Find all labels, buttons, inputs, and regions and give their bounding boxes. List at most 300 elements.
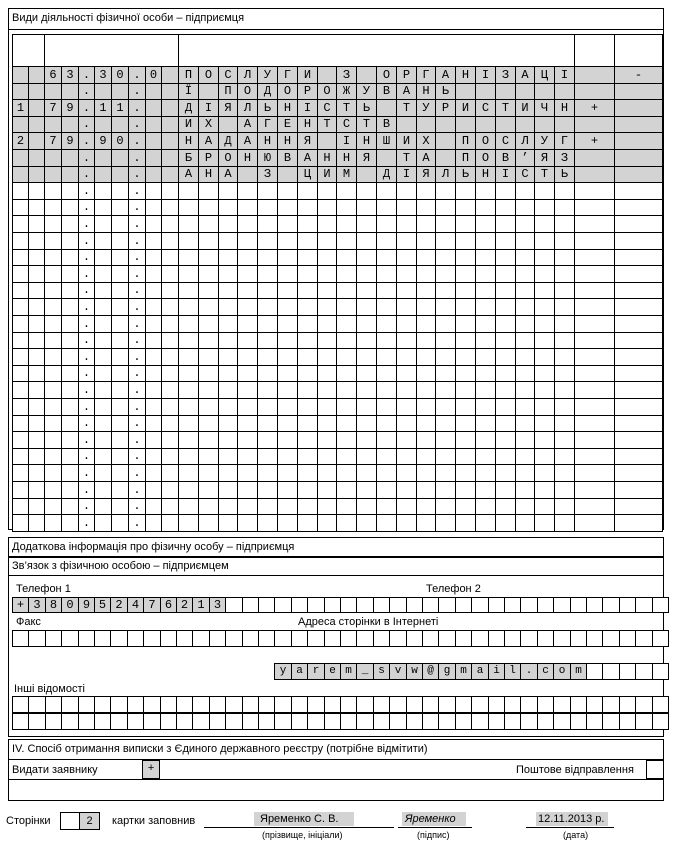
row-code-cell[interactable] <box>161 398 179 416</box>
other-info-cell[interactable] <box>570 713 587 730</box>
row-name-cell[interactable] <box>515 464 535 482</box>
row-num-cell[interactable] <box>12 249 29 266</box>
row-name-cell[interactable] <box>356 215 377 233</box>
row-name-cell[interactable] <box>515 431 535 449</box>
row-name-cell[interactable] <box>257 498 278 515</box>
row-name-cell[interactable] <box>336 298 357 316</box>
row-code-cell[interactable] <box>145 265 162 283</box>
other-info-cell[interactable] <box>389 713 407 730</box>
row-name-cell[interactable] <box>297 448 318 465</box>
row-code-cell[interactable] <box>94 265 112 283</box>
row-name-cell[interactable] <box>277 182 298 200</box>
row-code-cell[interactable]: . <box>78 249 95 266</box>
row-num-cell[interactable] <box>28 464 45 482</box>
row-name-cell[interactable] <box>475 215 496 233</box>
row-code-cell[interactable] <box>161 381 179 399</box>
row-name-cell[interactable] <box>416 514 436 532</box>
row-name-cell[interactable] <box>237 448 258 465</box>
other-info-cell[interactable] <box>160 696 177 713</box>
fax-cell[interactable] <box>553 630 571 647</box>
row-code-cell[interactable] <box>145 199 162 216</box>
row-code-cell[interactable] <box>111 415 129 432</box>
row-name-cell[interactable]: А <box>297 149 318 167</box>
row-name-cell[interactable]: Л <box>515 132 535 150</box>
row-name-cell[interactable]: Т <box>396 99 417 117</box>
row-name-cell[interactable] <box>554 481 575 499</box>
row-code-cell[interactable] <box>161 464 179 482</box>
phone-digit-cell[interactable]: 4 <box>127 597 144 613</box>
fax-cell[interactable] <box>209 630 226 647</box>
row-code-cell[interactable] <box>61 332 79 349</box>
row-name-cell[interactable]: С <box>317 99 337 117</box>
row-code-cell[interactable] <box>61 481 79 499</box>
other-info-cell[interactable] <box>45 713 62 730</box>
row-num-cell[interactable] <box>28 149 45 167</box>
row-code-cell[interactable] <box>44 464 62 482</box>
row-name-cell[interactable] <box>336 265 357 283</box>
row-code-cell[interactable] <box>145 448 162 465</box>
phone-digit-cell[interactable]: 8 <box>45 597 62 613</box>
row-num-cell[interactable] <box>28 99 45 117</box>
row-code-cell[interactable] <box>94 481 112 499</box>
row-name-cell[interactable] <box>237 215 258 233</box>
row-name-cell[interactable]: Р <box>435 99 456 117</box>
row-code-cell[interactable] <box>145 116 162 133</box>
row-num-cell[interactable] <box>28 348 45 366</box>
row-code-cell[interactable]: . <box>128 83 146 100</box>
row-name-cell[interactable] <box>277 431 298 449</box>
row-name-cell[interactable] <box>534 481 555 499</box>
row-code-cell[interactable] <box>145 464 162 482</box>
row-name-cell[interactable]: Н <box>317 149 337 167</box>
other-info-cell[interactable] <box>127 713 144 730</box>
row-name-cell[interactable] <box>534 215 555 233</box>
other-info-cell[interactable] <box>160 713 177 730</box>
row-code-cell[interactable] <box>94 232 112 250</box>
row-name-cell[interactable] <box>317 265 337 283</box>
row-code-cell[interactable]: . <box>78 83 95 100</box>
row-excl-cell[interactable] <box>614 348 663 366</box>
row-name-cell[interactable] <box>495 415 516 432</box>
row-code-cell[interactable]: 1 <box>111 99 129 117</box>
row-name-cell[interactable] <box>336 415 357 432</box>
row-name-cell[interactable] <box>396 448 417 465</box>
row-name-cell[interactable] <box>297 398 318 416</box>
fax-cell[interactable] <box>652 630 669 647</box>
other-info-cell[interactable] <box>438 713 456 730</box>
row-excl-cell[interactable] <box>614 166 663 183</box>
fax-cell[interactable] <box>192 630 210 647</box>
row-name-cell[interactable]: Р <box>198 149 219 167</box>
row-name-cell[interactable] <box>237 431 258 449</box>
row-num-cell[interactable] <box>28 498 45 515</box>
row-name-cell[interactable] <box>317 348 337 366</box>
row-code-cell[interactable] <box>61 498 79 515</box>
row-name-cell[interactable] <box>416 431 436 449</box>
row-name-cell[interactable]: Н <box>416 83 436 100</box>
email-char-cell[interactable]: s <box>373 663 390 680</box>
other-info-cell[interactable] <box>340 696 357 713</box>
row-code-cell[interactable] <box>161 448 179 465</box>
row-name-cell[interactable] <box>435 498 456 515</box>
row-num-cell[interactable] <box>12 481 29 499</box>
row-code-cell[interactable] <box>94 332 112 349</box>
row-name-cell[interactable] <box>515 315 535 333</box>
row-name-cell[interactable] <box>396 282 417 299</box>
other-info-cell[interactable] <box>78 713 95 730</box>
row-name-cell[interactable] <box>178 232 199 250</box>
row-code-cell[interactable] <box>61 431 79 449</box>
row-code-cell[interactable]: . <box>128 464 146 482</box>
row-name-cell[interactable] <box>376 381 397 399</box>
fax-cell[interactable] <box>225 630 243 647</box>
row-name-cell[interactable] <box>198 498 219 515</box>
row-name-cell[interactable] <box>237 348 258 366</box>
row-name-cell[interactable] <box>455 116 476 133</box>
row-name-cell[interactable] <box>416 116 436 133</box>
row-name-cell[interactable] <box>515 116 535 133</box>
row-name-cell[interactable]: И <box>396 132 417 150</box>
other-info-cell[interactable] <box>225 696 243 713</box>
phone-digit-cell[interactable] <box>242 597 259 613</box>
row-name-cell[interactable] <box>376 298 397 316</box>
row-name-cell[interactable]: А <box>218 166 238 183</box>
row-code-cell[interactable] <box>161 415 179 432</box>
other-info-cell[interactable] <box>307 713 325 730</box>
other-info-cell[interactable] <box>291 713 308 730</box>
row-name-cell[interactable] <box>376 398 397 416</box>
row-name-cell[interactable]: Ш <box>376 132 397 150</box>
row-code-cell[interactable]: . <box>128 481 146 499</box>
row-name-cell[interactable] <box>356 365 377 382</box>
row-name-cell[interactable]: Я <box>218 99 238 117</box>
row-code-cell[interactable]: 0 <box>111 66 129 84</box>
row-name-cell[interactable] <box>396 381 417 399</box>
row-name-cell[interactable] <box>297 249 318 266</box>
row-code-cell[interactable] <box>145 132 162 150</box>
row-name-cell[interactable] <box>178 265 199 283</box>
row-code-cell[interactable] <box>111 431 129 449</box>
row-name-cell[interactable] <box>416 398 436 416</box>
fax-cell[interactable] <box>488 630 505 647</box>
row-name-cell[interactable] <box>475 249 496 266</box>
row-name-cell[interactable] <box>237 381 258 399</box>
phone-digit-cell[interactable] <box>619 597 636 613</box>
row-name-cell[interactable] <box>297 315 318 333</box>
row-code-cell[interactable] <box>161 83 179 100</box>
row-name-cell[interactable] <box>297 232 318 250</box>
other-info-cell[interactable] <box>455 696 472 713</box>
row-name-cell[interactable] <box>554 83 575 100</box>
row-name-cell[interactable] <box>356 66 377 84</box>
other-info-cell[interactable] <box>61 696 79 713</box>
other-info-cell[interactable] <box>406 713 423 730</box>
row-name-cell[interactable]: Л <box>435 166 456 183</box>
row-name-cell[interactable] <box>198 398 219 416</box>
row-code-cell[interactable] <box>161 249 179 266</box>
row-code-cell[interactable] <box>111 199 129 216</box>
row-name-cell[interactable] <box>356 232 377 250</box>
row-name-cell[interactable] <box>198 232 219 250</box>
row-name-cell[interactable] <box>515 381 535 399</box>
row-name-cell[interactable]: О <box>317 83 337 100</box>
row-name-cell[interactable] <box>376 348 397 366</box>
phone-digit-cell[interactable] <box>274 597 292 613</box>
email-char-cell[interactable]: m <box>570 663 587 680</box>
row-incl-cell[interactable] <box>574 215 615 233</box>
row-name-cell[interactable]: Т <box>495 99 516 117</box>
row-code-cell[interactable] <box>61 215 79 233</box>
row-name-cell[interactable] <box>435 265 456 283</box>
fax-cell[interactable] <box>12 630 29 647</box>
row-name-cell[interactable] <box>198 182 219 200</box>
row-name-cell[interactable] <box>554 398 575 416</box>
row-name-cell[interactable] <box>376 149 397 167</box>
email-char-cell[interactable]: a <box>471 663 489 680</box>
row-code-cell[interactable] <box>161 232 179 250</box>
row-num-cell[interactable] <box>12 348 29 366</box>
row-name-cell[interactable] <box>237 315 258 333</box>
row-code-cell[interactable] <box>94 315 112 333</box>
row-name-cell[interactable]: А <box>435 66 456 84</box>
row-code-cell[interactable] <box>94 365 112 382</box>
row-name-cell[interactable] <box>257 298 278 316</box>
fax-cell[interactable] <box>110 630 128 647</box>
row-incl-cell[interactable] <box>574 464 615 482</box>
row-name-cell[interactable]: Ь <box>435 83 456 100</box>
fax-cell[interactable] <box>520 630 538 647</box>
row-name-cell[interactable] <box>435 464 456 482</box>
row-name-cell[interactable] <box>336 315 357 333</box>
row-excl-cell[interactable] <box>614 381 663 399</box>
row-name-cell[interactable] <box>317 332 337 349</box>
row-name-cell[interactable] <box>297 182 318 200</box>
fax-cell[interactable] <box>619 630 636 647</box>
row-code-cell[interactable] <box>111 83 129 100</box>
row-code-cell[interactable] <box>111 182 129 200</box>
row-name-cell[interactable] <box>317 66 337 84</box>
row-name-cell[interactable] <box>257 381 278 399</box>
row-num-cell[interactable] <box>28 415 45 432</box>
row-name-cell[interactable]: Ь <box>257 99 278 117</box>
row-name-cell[interactable] <box>455 232 476 250</box>
phone-digit-cell[interactable]: 2 <box>110 597 128 613</box>
row-incl-cell[interactable] <box>574 116 615 133</box>
row-name-cell[interactable] <box>495 199 516 216</box>
fax-cell[interactable] <box>61 630 79 647</box>
other-info-cell[interactable] <box>110 696 128 713</box>
row-code-cell[interactable] <box>161 282 179 299</box>
row-name-cell[interactable] <box>218 315 238 333</box>
phone-digit-cell[interactable] <box>586 597 603 613</box>
row-name-cell[interactable]: Г <box>416 66 436 84</box>
row-name-cell[interactable] <box>277 265 298 283</box>
row-code-cell[interactable]: 6 <box>44 66 62 84</box>
other-info-cell[interactable] <box>291 696 308 713</box>
row-name-cell[interactable]: П <box>218 83 238 100</box>
row-code-cell[interactable] <box>61 116 79 133</box>
row-name-cell[interactable]: О <box>376 66 397 84</box>
extract-option-post-checkbox[interactable] <box>646 760 664 779</box>
row-name-cell[interactable]: Г <box>277 66 298 84</box>
row-name-cell[interactable] <box>317 381 337 399</box>
row-name-cell[interactable] <box>277 464 298 482</box>
row-num-cell[interactable]: 1 <box>12 99 29 117</box>
row-name-cell[interactable] <box>237 415 258 432</box>
row-code-cell[interactable]: . <box>128 398 146 416</box>
row-name-cell[interactable] <box>435 348 456 366</box>
row-excl-cell[interactable] <box>614 298 663 316</box>
row-name-cell[interactable] <box>178 481 199 499</box>
row-name-cell[interactable] <box>534 498 555 515</box>
row-incl-cell[interactable] <box>574 415 615 432</box>
row-incl-cell[interactable] <box>574 66 615 84</box>
fax-cell[interactable] <box>258 630 275 647</box>
row-name-cell[interactable] <box>455 315 476 333</box>
row-name-cell[interactable] <box>376 215 397 233</box>
row-code-cell[interactable] <box>111 514 129 532</box>
other-info-cell[interactable] <box>520 713 538 730</box>
row-name-cell[interactable] <box>237 464 258 482</box>
row-num-cell[interactable]: 2 <box>12 132 29 150</box>
row-name-cell[interactable]: С <box>495 132 516 150</box>
row-name-cell[interactable] <box>218 249 238 266</box>
row-name-cell[interactable] <box>198 514 219 532</box>
row-name-cell[interactable] <box>376 431 397 449</box>
row-name-cell[interactable] <box>534 415 555 432</box>
row-code-cell[interactable] <box>44 149 62 167</box>
row-code-cell[interactable] <box>145 365 162 382</box>
extract-option-applicant-checkbox[interactable] <box>142 760 160 779</box>
row-code-cell[interactable] <box>44 498 62 515</box>
row-name-cell[interactable] <box>356 332 377 349</box>
other-info-cell[interactable] <box>373 713 390 730</box>
row-name-cell[interactable] <box>198 464 219 482</box>
row-num-cell[interactable] <box>12 215 29 233</box>
row-name-cell[interactable] <box>475 514 496 532</box>
row-name-cell[interactable]: И <box>297 66 318 84</box>
row-code-cell[interactable] <box>161 431 179 449</box>
row-name-cell[interactable] <box>475 481 496 499</box>
row-name-cell[interactable] <box>317 448 337 465</box>
row-name-cell[interactable]: В <box>277 149 298 167</box>
row-code-cell[interactable]: . <box>78 448 95 465</box>
other-info-cell[interactable] <box>471 696 489 713</box>
row-name-cell[interactable] <box>218 182 238 200</box>
row-name-cell[interactable] <box>257 232 278 250</box>
row-name-cell[interactable] <box>277 415 298 432</box>
row-name-cell[interactable]: Н <box>277 132 298 150</box>
row-code-cell[interactable] <box>94 298 112 316</box>
phone-digit-cell[interactable]: 0 <box>61 597 79 613</box>
row-code-cell[interactable] <box>161 365 179 382</box>
row-name-cell[interactable] <box>237 199 258 216</box>
row-incl-cell[interactable] <box>574 265 615 283</box>
row-code-cell[interactable] <box>61 298 79 316</box>
row-name-cell[interactable] <box>198 448 219 465</box>
row-name-cell[interactable] <box>336 431 357 449</box>
row-code-cell[interactable] <box>161 99 179 117</box>
email-char-cell[interactable]: y <box>274 663 292 680</box>
phone-digit-cell[interactable] <box>504 597 521 613</box>
row-name-cell[interactable] <box>515 83 535 100</box>
row-code-cell[interactable] <box>44 215 62 233</box>
row-name-cell[interactable] <box>317 132 337 150</box>
fax-cell[interactable] <box>504 630 521 647</box>
row-name-cell[interactable] <box>416 332 436 349</box>
other-info-cell[interactable] <box>488 713 505 730</box>
row-name-cell[interactable] <box>416 464 436 482</box>
fax-cell[interactable] <box>406 630 423 647</box>
row-name-cell[interactable] <box>416 199 436 216</box>
row-name-cell[interactable] <box>534 199 555 216</box>
other-info-cell[interactable] <box>258 713 275 730</box>
row-code-cell[interactable] <box>145 398 162 416</box>
row-name-cell[interactable] <box>554 431 575 449</box>
row-code-cell[interactable] <box>61 149 79 167</box>
row-name-cell[interactable]: Ї <box>178 83 199 100</box>
row-name-cell[interactable] <box>336 249 357 266</box>
row-name-cell[interactable] <box>554 381 575 399</box>
row-name-cell[interactable] <box>198 332 219 349</box>
row-name-cell[interactable] <box>297 514 318 532</box>
row-name-cell[interactable] <box>475 116 496 133</box>
row-code-cell[interactable]: . <box>78 166 95 183</box>
row-name-cell[interactable] <box>218 464 238 482</box>
row-excl-cell[interactable] <box>614 182 663 200</box>
row-name-cell[interactable] <box>237 265 258 283</box>
row-name-cell[interactable]: І <box>475 66 496 84</box>
row-name-cell[interactable] <box>534 182 555 200</box>
row-name-cell[interactable] <box>435 132 456 150</box>
row-name-cell[interactable]: У <box>356 83 377 100</box>
row-code-cell[interactable]: . <box>78 199 95 216</box>
row-code-cell[interactable]: . <box>78 149 95 167</box>
row-name-cell[interactable] <box>515 498 535 515</box>
other-info-cell[interactable] <box>307 696 325 713</box>
email-char-cell[interactable]: a <box>291 663 308 680</box>
row-name-cell[interactable] <box>435 215 456 233</box>
row-name-cell[interactable] <box>554 249 575 266</box>
row-code-cell[interactable]: 9 <box>61 132 79 150</box>
row-code-cell[interactable] <box>161 298 179 316</box>
row-code-cell[interactable]: . <box>128 282 146 299</box>
row-name-cell[interactable] <box>218 398 238 416</box>
phone-digit-cell[interactable] <box>520 597 538 613</box>
other-info-cell[interactable] <box>209 696 226 713</box>
row-excl-cell[interactable] <box>614 249 663 266</box>
row-code-cell[interactable] <box>44 348 62 366</box>
row-name-cell[interactable] <box>396 514 417 532</box>
row-name-cell[interactable] <box>356 249 377 266</box>
row-name-cell[interactable]: О <box>475 149 496 167</box>
other-info-cell[interactable] <box>176 713 193 730</box>
fax-cell[interactable] <box>274 630 292 647</box>
fax-cell[interactable] <box>537 630 554 647</box>
row-code-cell[interactable]: . <box>128 448 146 465</box>
row-incl-cell[interactable] <box>574 249 615 266</box>
row-name-cell[interactable] <box>455 448 476 465</box>
row-code-cell[interactable]: . <box>128 249 146 266</box>
row-name-cell[interactable] <box>336 514 357 532</box>
fax-cell[interactable] <box>45 630 62 647</box>
row-excl-cell[interactable] <box>614 464 663 482</box>
phone-digit-cell[interactable] <box>307 597 325 613</box>
row-code-cell[interactable]: . <box>78 315 95 333</box>
row-code-cell[interactable] <box>161 481 179 499</box>
row-code-cell[interactable] <box>44 398 62 416</box>
phone-digit-cell[interactable] <box>455 597 472 613</box>
